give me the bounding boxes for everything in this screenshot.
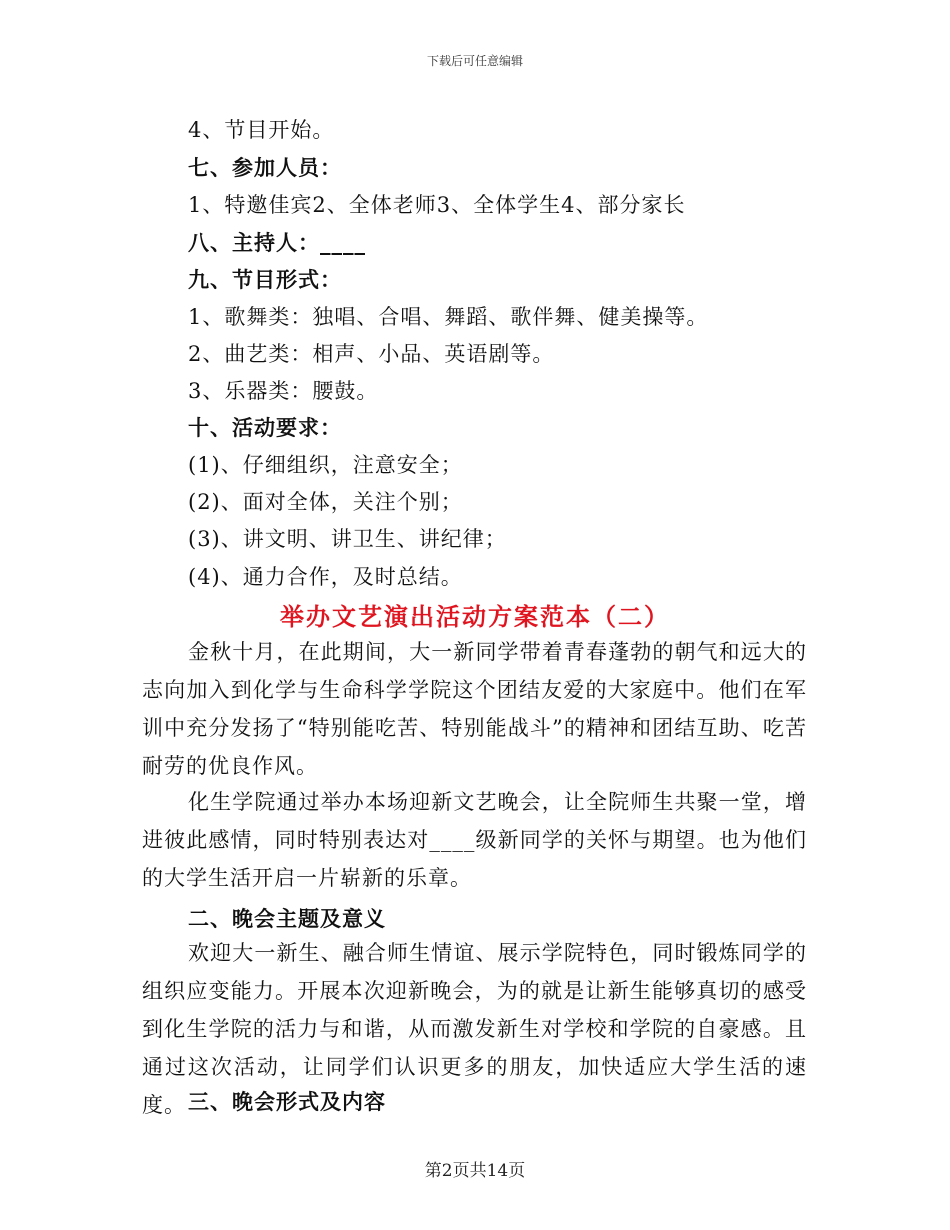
paragraph: 欢迎大一新生、融合师生情谊、展示学院特色，同时锻炼同学的组织应变能力。开展本次迎新晚会，为的就是让新生能够真切的感受到化生学院的活力与和谐，从而激发新生对学校和学院的自豪感。且通过这次活动，让同学们认识更多的朋友，加快适应大学生活的速度。 bbox=[142, 941, 807, 1117]
list-item: 2、曲艺类：相声、小品、英语剧等。 bbox=[188, 342, 555, 366]
paragraph: 化生学院通过举办本场迎新文艺晚会，让全院师生共聚一堂，增进彼此感情，同时特别表达对____级新同学的关怀与期望。也为他们的大学生活开启一片崭新的乐章。 bbox=[142, 790, 807, 890]
page-number: 第2页共14页 bbox=[424, 1161, 526, 1181]
list-item: (3)、讲文明、讲卫生、讲纪律； bbox=[188, 527, 507, 551]
header-note: 下载后可任意编辑 bbox=[426, 54, 523, 68]
section-heading: 九、节目形式： bbox=[188, 267, 342, 292]
list-item: 1、特邀佳宾2、全体老师3、全体学生4、部分家长 bbox=[188, 193, 686, 217]
section-heading: 十、活动要求： bbox=[188, 415, 342, 440]
list-item: (2)、面对全体，关注个别； bbox=[188, 490, 463, 514]
section-heading: 八、主持人：____ bbox=[188, 230, 366, 255]
list-item: 4、节目开始。 bbox=[188, 118, 335, 142]
document-title: 举办文艺演出活动方案范本（二） bbox=[280, 602, 670, 631]
section-heading: 三、晚会形式及内容 bbox=[188, 1089, 386, 1114]
list-item: 3、乐器类：腰鼓。 bbox=[188, 379, 379, 403]
list-item: (1)、仔细组织，注意安全； bbox=[188, 453, 463, 477]
section-heading: 二、晚会主题及意义 bbox=[188, 906, 386, 931]
list-item: (4)、通力合作，及时总结。 bbox=[188, 565, 463, 589]
paragraph: 金秋十月，在此期间，大一新同学带着青春蓬勃的朝气和远大的志向加入到化学与生命科学学院这个团结友爱的大家庭中。他们在军训中充分发扬了“特别能吃苦、特别能战斗”的精神和团结互助、吃苦耐劳的优良作风。 bbox=[142, 640, 807, 778]
list-item: 1、歌舞类：独唱、合唱、舞蹈、歌伴舞、健美操等。 bbox=[188, 305, 709, 329]
section-heading: 七、参加人员： bbox=[188, 155, 342, 180]
